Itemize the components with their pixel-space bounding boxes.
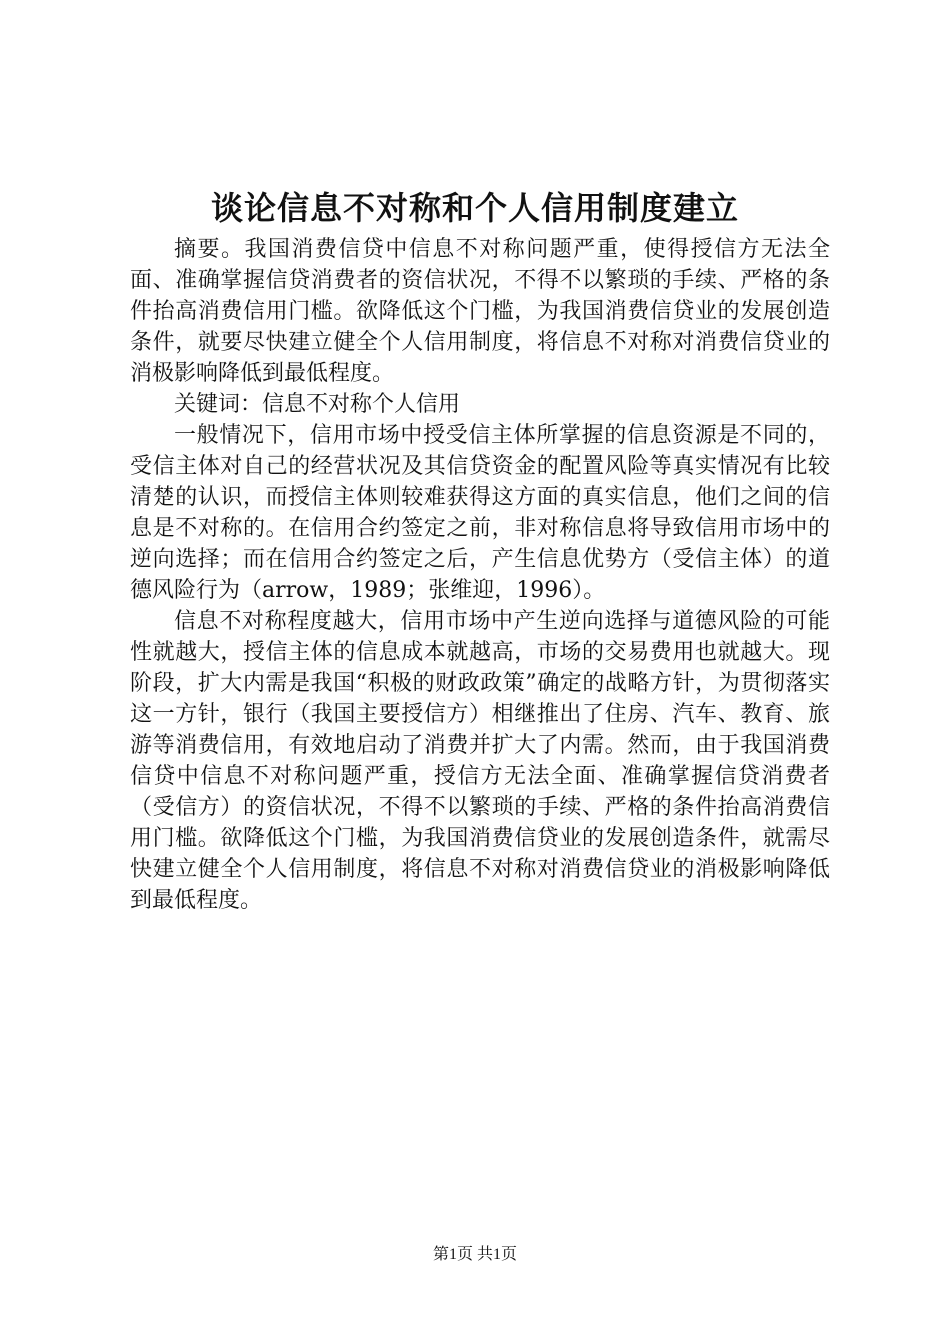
document-title: 谈论信息不对称和个人信用制度建立 — [210, 189, 739, 227]
body-paragraph: 一般情况下，信用市场中授受信主体所掌握的信息资源是不同的，受信主体对自己的经营状况及其信贷资金的配置风险等真实情况有比较清楚的认识，而授信主体则较难获得这方面的真实信息，他们之间的信息是不对称的。在信用合约签定之前，非对称信息将导致信用市场中的逆向选择；而在信用合约签定之后，产生信息优势方（受信主体）的道德风险行为（arrow，1989；张维迎，1996）。 — [130, 423, 830, 603]
page-number-footer: 第1页 共1页 — [432, 1246, 517, 1263]
keywords-paragraph: 关键词：信息不对称个人信用 — [174, 392, 461, 417]
abstract-paragraph: 摘要。我国消费信贷中信息不对称问题严重，使得授信方无法全面、准确掌握信贷消费者的资信状况，不得不以繁琐的手续、严格的条件抬高消费信用门槛。欲降低这个门槛，为我国消费信贷业的发展创造条件，就要尽快建立健全个人信用制度，将信息不对称对消费信贷业的消极影响降低到最低程度。 — [130, 237, 830, 386]
document-body — [130, 234, 830, 916]
body-paragraph: 信息不对称程度越大，信用市场中产生逆向选择与道德风险的可能性就越大，授信主体的信息成本就越高，市场的交易费用也就越大。现阶段，扩大内需是我国“积极的财政政策”确定的战略方针，为贯彻落实这一方针，银行（我国主要授信方）相继推出了住房、汽车、教育、旅游等消费信用，有效地启动了消费并扩大了内需。然而，由于我国消费信贷中信息不对称问题严重，授信方无法全面、准确掌握信贷消费者（受信方）的资信状况，不得不以繁琐的手续、严格的条件抬高消费信用门槛。欲降低这个门槛，为我国消费信贷业的发展创造条件，就需尽快建立健全个人信用制度，将信息不对称对消费信贷业的消极影响降低到最低程度。 — [130, 609, 830, 913]
